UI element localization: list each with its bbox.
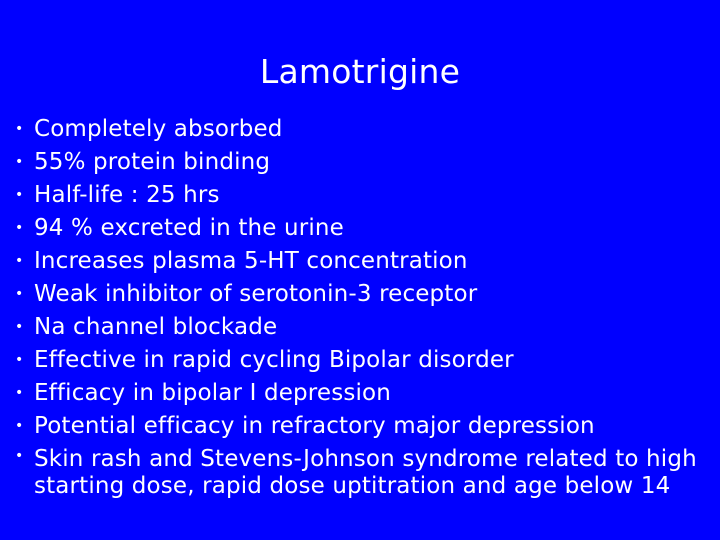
- bullet-text: Efficacy in bipolar I depression: [34, 380, 391, 406]
- bullet-item: [0, 146, 720, 179]
- bullet-icon: •: [15, 319, 24, 335]
- bullet-icon: •: [15, 286, 24, 302]
- bullet-text: Completely absorbed: [34, 116, 283, 142]
- bullet-item: [0, 245, 720, 278]
- bullet-text: 55% protein binding: [34, 149, 271, 175]
- bullet-text: Potential efficacy in refractory major depression: [34, 413, 595, 439]
- bullet-icon: •: [15, 253, 24, 269]
- bullet-item: [0, 377, 720, 410]
- bullet-icon: •: [15, 448, 24, 464]
- bullet-icon: •: [15, 352, 24, 368]
- bullet-item: [0, 278, 720, 311]
- bullet-icon: •: [15, 187, 24, 203]
- bullet-icon: •: [15, 121, 24, 137]
- bullet-item: [0, 344, 720, 377]
- bullet-text: Effective in rapid cycling Bipolar disorder: [34, 347, 514, 373]
- bullet-text: Half-life : 25 hrs: [34, 182, 220, 208]
- bullet-text: Skin rash and Stevens-Johnson syndrome related to high starting dose, rapid dose uptitration and age below 14: [34, 446, 697, 499]
- bullet-item: [0, 179, 720, 212]
- bullet-text: Weak inhibitor of serotonin-3 receptor: [34, 281, 478, 307]
- bullet-list: [0, 113, 720, 500]
- bullet-text: 94 % excreted in the urine: [34, 215, 344, 241]
- slide-title: Lamotrigine: [259, 52, 461, 91]
- bullet-item: [0, 443, 720, 500]
- bullet-icon: •: [15, 418, 24, 434]
- bullet-icon: •: [15, 154, 24, 170]
- bullet-icon: •: [15, 385, 24, 401]
- bullet-item: [0, 311, 720, 344]
- bullet-item: [0, 410, 720, 443]
- bullet-text: Na channel blockade: [34, 314, 278, 340]
- bullet-text: Increases plasma 5-HT concentration: [34, 248, 468, 274]
- bullet-item: [0, 113, 720, 146]
- bullet-item: [0, 212, 720, 245]
- bullet-icon: •: [15, 220, 24, 236]
